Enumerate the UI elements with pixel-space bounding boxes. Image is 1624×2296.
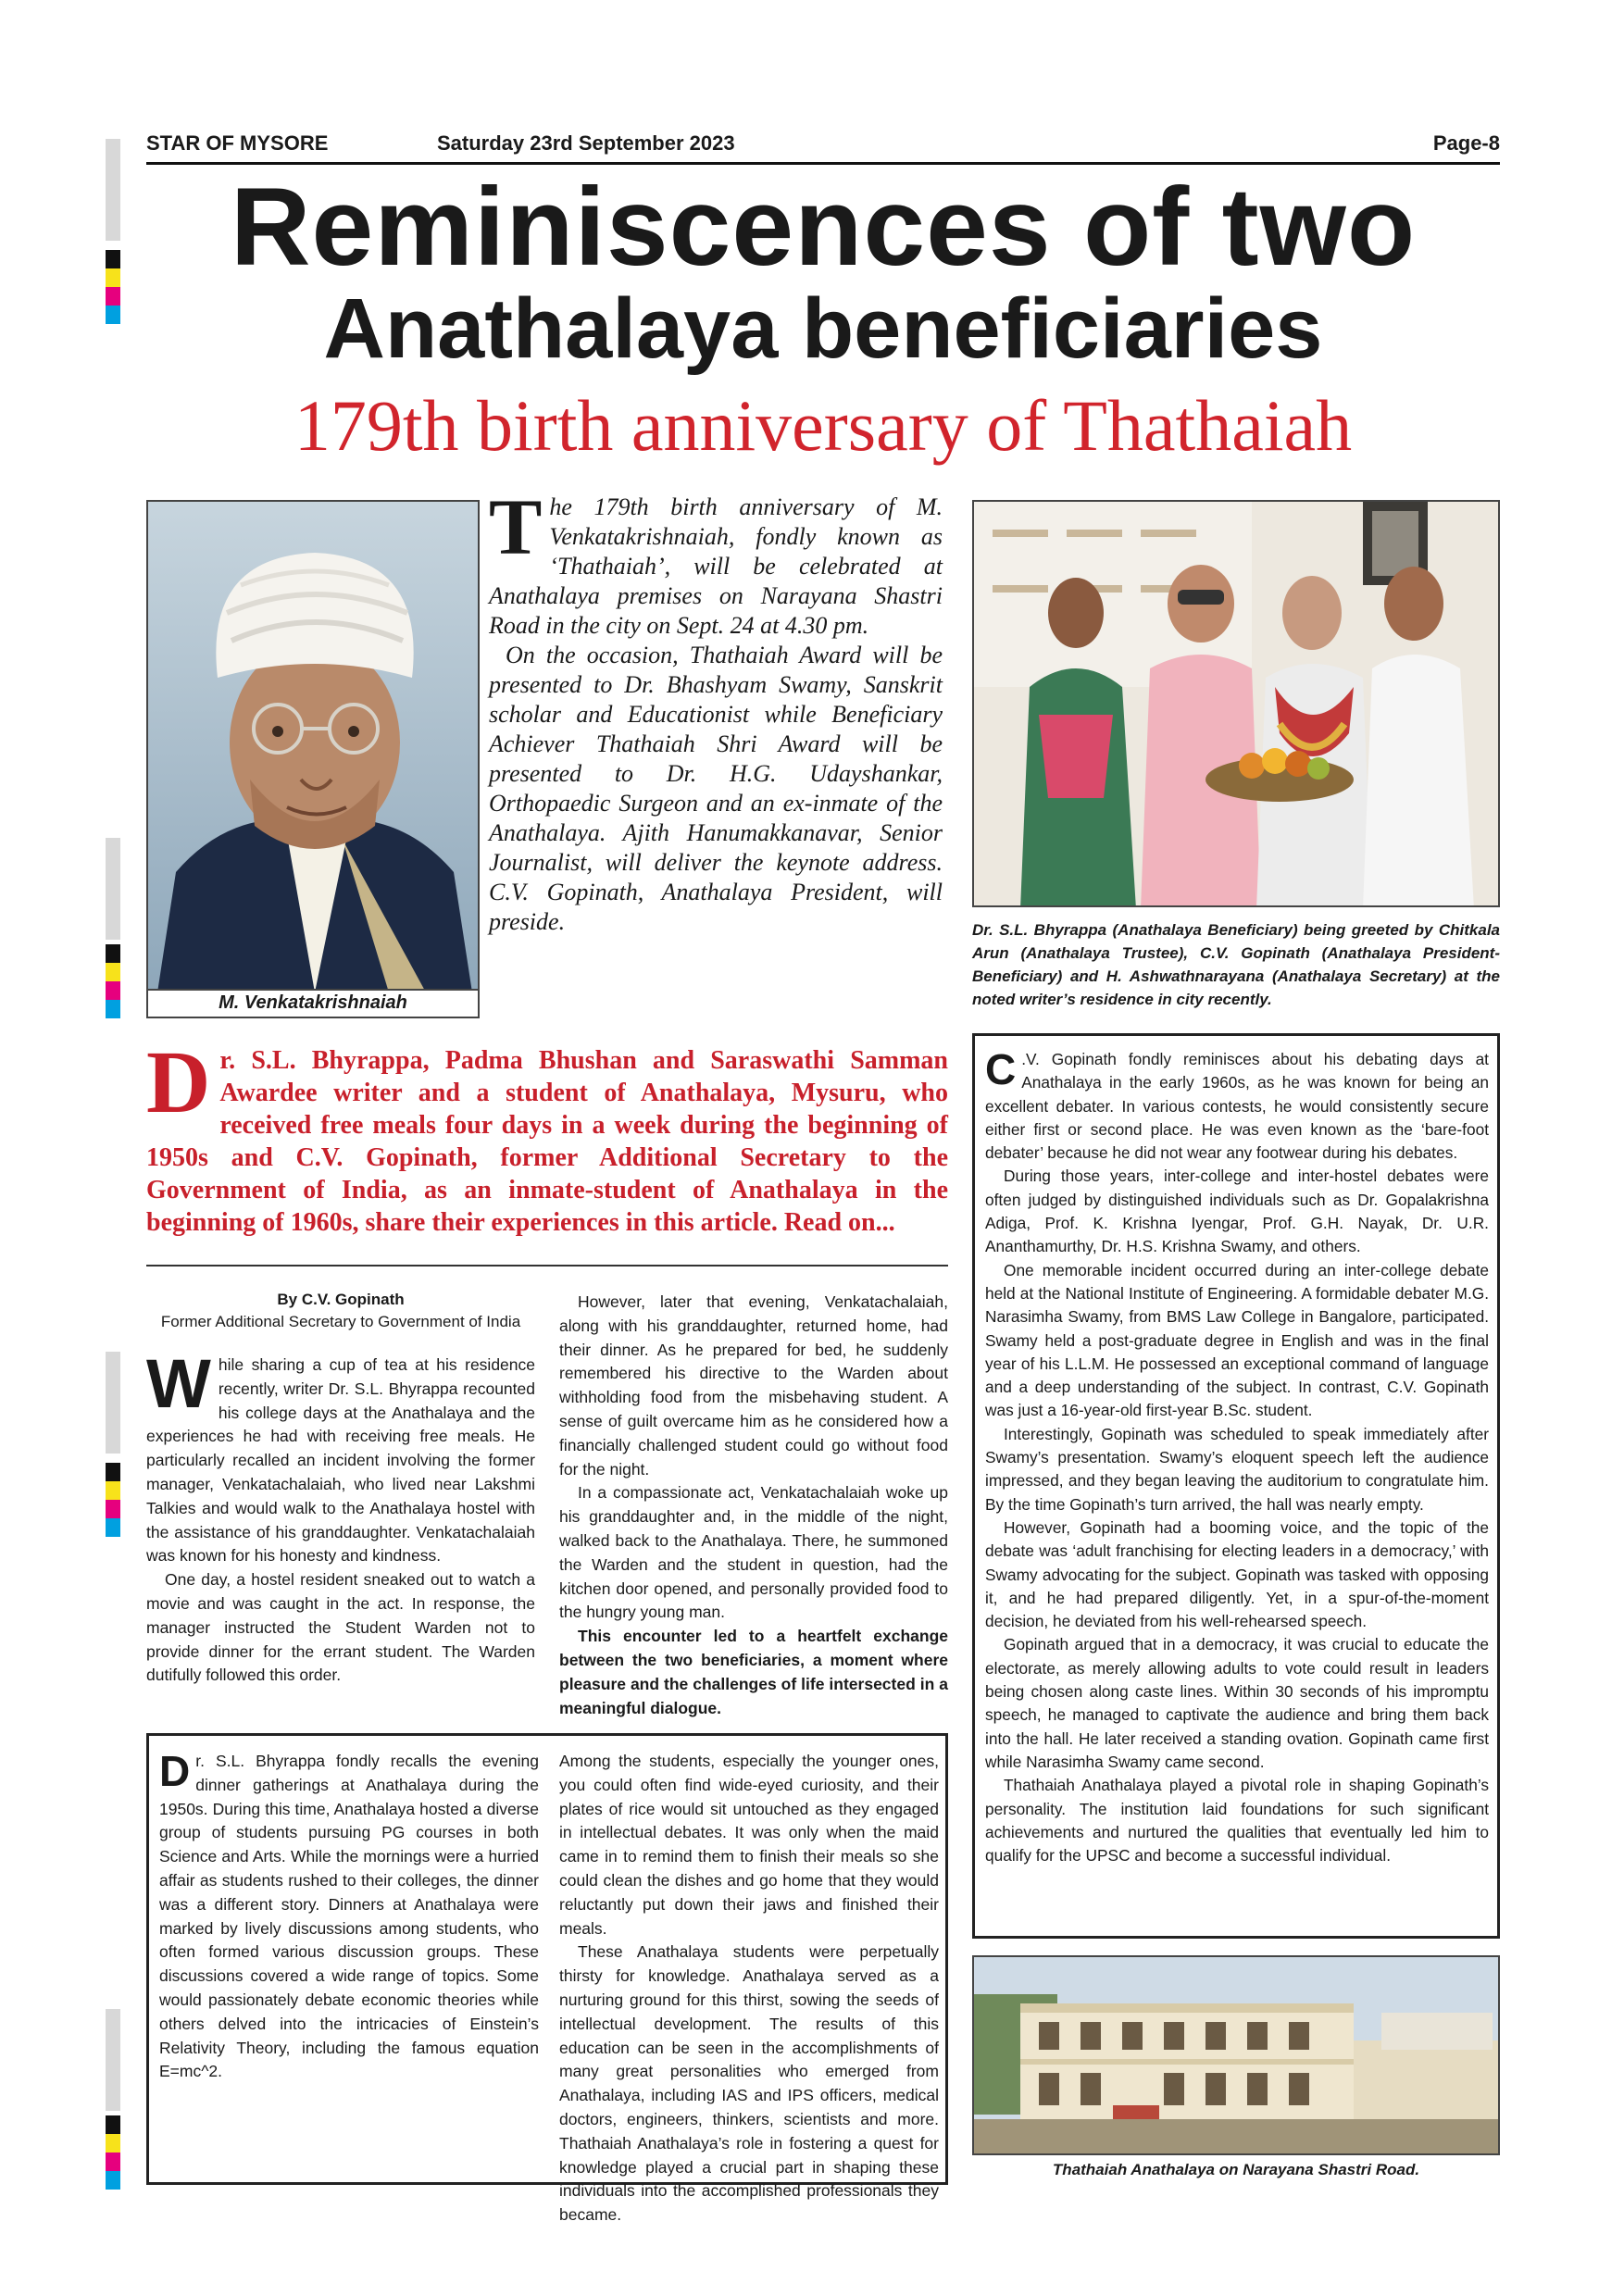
article-column-1 — [146, 1345, 535, 1688]
gopinath-paragraph-4: Interestingly, Gopinath was scheduled to speak immediately after Swamy’s presentation. Swamy’s eloquent speech left the audience impressed, and they began leaving the auditorium to congratulate him. By the time Gopinath’s turn arrived, the hall was nearly empty. — [985, 1424, 1489, 1514]
registration-bar — [106, 838, 120, 940]
registration-bar — [106, 2009, 120, 2111]
lead-dropcap: D — [146, 1032, 211, 1131]
color-mark-yellow — [106, 1481, 120, 1500]
gopinath-paragraph — [985, 1045, 1489, 1165]
gopinath-box-text — [985, 1045, 1489, 1867]
building-photo — [972, 1955, 1500, 2155]
color-mark-black — [106, 250, 120, 268]
gopinath-paragraph-3: One memorable incident occurred during an inter-college debate held at the National Institute of Engineering. A formidable debater M.G. Narasimha Swamy, from BMS Law College in Bangalore, participated. Swamy held a post-graduate degree in English and was in the final year of his L.L.M. He possessed an exceptional command of language and a deep understanding of the subject. In contrast, C.V. Gopinath was just a 16-year-old first-year B.Sc. student. — [985, 1260, 1489, 1420]
issue-date: Saturday 23rd September 2023 — [437, 131, 735, 155]
group-photo-caption: Dr. S.L. Bhyrappa (Anathalaya Beneficiary) being greeted by Chitkala Arun (Anathalaya Trustee), C.V. Gopinath (Anathalaya President-Beneficiary) and H. Ashwathnarayana (Anathalaya Secretary) at the noted writer’s residence in city recently. — [972, 921, 1500, 1008]
color-mark-black — [106, 1463, 120, 1481]
registration-bar — [106, 139, 120, 241]
subheadline: 179th birth anniversary of Thathaiah — [294, 385, 1353, 466]
color-mark-yellow — [106, 2134, 120, 2152]
gopinath-dropcap: C — [985, 1045, 1017, 1093]
byline-author: By C.V. Gopinath — [277, 1291, 405, 1308]
intro-dropcap: T — [489, 482, 543, 571]
article-paragraph-2: One day, a hostel resident sneaked out to watch a movie and was caught in the act. In response, the manager instructed the Student Warden not to provide dinner for the errant student. The Warden dutifully followed this order. — [146, 1570, 535, 1685]
article-column-2 — [559, 1291, 948, 1720]
color-mark-cyan — [106, 306, 120, 324]
bhyrappa-paragraph — [159, 1747, 539, 2084]
color-mark-yellow — [106, 963, 120, 981]
headline-line-1: Reminiscences of two — [230, 165, 1417, 289]
color-mark-magenta — [106, 981, 120, 1000]
article-paragraph-1: hile sharing a cup of tea at his residence recently, writer Dr. S.L. Bhyrappa recounted his college days at the Anathalaya and the experiences he had with receiving free meals. He particularly recalled an incident involving the former manager, Venkatachalaiah, who lived near Lakshmi Talkies and would walk to the Anathalaya hostel with the assistance of his granddaughter. Venkatachalaiah was known for his honesty and kindness. — [146, 1355, 535, 1566]
lead-paragraph — [146, 1032, 948, 1239]
headline-line-2: Anathalaya beneficiaries — [323, 281, 1323, 376]
color-mark-cyan — [106, 1518, 120, 1537]
intro-paragraph-2: On the occasion, Thathaiah Award will be presented to Dr. Bhashyam Swamy, Sanskrit scholar and Educationist while Beneficiary Achiever Thathaiah Shri Award will be presented to Dr. H.G. Udayshankar, Orthopaedic Surgeon and an ex-inmate of the Anathalaya. Ajith Hanumakkanavar, Senior Journalist, will deliver the keynote address. C.V. Gopinath, Anathalaya President, will preside. — [489, 642, 943, 935]
color-mark-yellow — [106, 268, 120, 287]
article-paragraph-4: In a compassionate act, Venkatachalaiah woke up his granddaughter and, in the middle of the night, walked back to the Anathalaya. There, he summoned the Warden and the student in question, had the kitchen door opened, and personally provided food to the hungry young man. — [559, 1483, 948, 1622]
bhyrappa-box-column-2 — [559, 1750, 939, 2227]
color-mark-black — [106, 944, 120, 963]
newspaper-name: STAR OF MYSORE — [146, 131, 329, 155]
gopinath-paragraph-1: .V. Gopinath fondly reminisces about his debating days at Anathalaya in the early 1960s, as he was known for being an excellent debater. In various contests, he would consistently secure either first or second place. He was even known as the ‘bare-foot debater’ because he did not wear any footwear during his debates. — [985, 1050, 1489, 1163]
color-mark-magenta — [106, 287, 120, 306]
lead-text: r. S.L. Bhyrappa, Padma Bhushan and Saraswathi Samman Awardee writer and a student of Anathalaya, Mysuru, who received free meals four days in a week during the beginning of 1950s and C.V. Gopinath, former Additional Secretary to the Government of India, as an inmate-student of Anathalaya in the beginning of 1960s, share their experiences in this article. Read on... — [146, 1046, 948, 1237]
bhyrappa-paragraph-2: Among the students, especially the younger ones, you could often find wide-eyed curiosity, and their plates of rice would sit untouched as they engaged in intellectual debates. It was only when the maid came in to remind them to finish their meals so she could clean the dishes and go home that they would reluctantly put down their jaws and finished their meals. — [559, 1752, 939, 1938]
gopinath-paragraph-7: Thathaiah Anathalaya played a pivotal role in shaping Gopinath’s personality. The institution laid foundations for such significant achievements and nurtured the qualities that eventually led him to qualify for the UPSC and become a successful individual. — [985, 1776, 1489, 1866]
article-paragraph-3: However, later that evening, Venkatachalaiah, along with his granddaughter, returned home, had their dinner. As he prepared for bed, he suddenly remembered his directive to the Warden about withholding food from the misbehaving student. A sense of guilt overcame him as he considered how a financially challenged student could go without food for the night. — [559, 1292, 948, 1479]
intro-paragraph — [489, 482, 943, 641]
page-number: Page-8 — [1432, 131, 1500, 155]
bhyrappa-paragraph-3: These Anathalaya students were perpetually thirsty for knowledge. Anathalaya served as a nurturing ground for this thirst, sowing the seeds of intellectual development. The results of this education can be seen in the accomplishments of many great personalities who emerged from Anathalaya, including IAS and IPS officers, medical doctors, engineers, thinkers, scientists and more. Thathaiah Anathalaya’s role in fostering a quest for knowledge played a crucial part in shaping these individuals into the accomplished professionals they became. — [559, 1942, 939, 2225]
article-dropcap: W — [146, 1345, 211, 1422]
bhyrappa-dropcap: D — [159, 1747, 191, 1795]
group-photo-illustration — [974, 502, 1500, 907]
building-illustration — [974, 1957, 1500, 2155]
article-paragraph — [146, 1345, 535, 1568]
byline — [146, 1289, 535, 1333]
portrait-image — [146, 500, 480, 991]
registration-bar — [106, 1352, 120, 1454]
gopinath-paragraph-6: Gopinath argued that in a democracy, it was crucial to educate the electorate, as merely allowing adults to vote could result in leaders being chosen along caste lines. Within 30 seconds of his impromptu speech, he managed to captivate the audience and bring them back into the hall. He later received a standing ovation. Gopinath came first while Narasimha Swamy came second. — [985, 1635, 1489, 1771]
bhyrappa-paragraph-1: r. S.L. Bhyrappa fondly recalls the evening dinner gatherings at Anathalaya during the 1950s. During this time, Anathalaya hosted a diverse group of students pursuing PG courses in both Science and Arts. While the mornings were a hurried affair as students rushed to their colleges, the dinner was a different story. Dinners at Anathalaya were marked by lively discussions among students, who often formed various discussion groups. These discussions covered a wide range of topics. Some would passionately debate economic theories while others delved into the intricacies of Einstein’s Relativity Theory, including the famous equation E=mc^2. — [159, 1752, 539, 2081]
article-paragraph-5: This encounter led to a heartfelt exchange between the two beneficiaries, a moment where pleasure and the challenges of life intersected in a meaningful dialogue. — [559, 1627, 948, 1717]
portrait-caption: M. Venkatakrishnaiah — [146, 989, 480, 1018]
group-photo — [972, 500, 1500, 907]
color-mark-black — [106, 2115, 120, 2134]
color-mark-magenta — [106, 2152, 120, 2171]
intro-paragraph-1: he 179th birth anniversary of M. Venkatakrishnaiah, fondly known as ‘Thathaiah’, will be celebrated at Anathalaya premises on Narayana Shastri Road in the city on Sept. 24 at 4.30 pm. — [489, 493, 943, 639]
lead-divider — [146, 1265, 948, 1267]
bhyrappa-box-column-1 — [159, 1747, 539, 2084]
building-photo-caption: Thathaiah Anathalaya on Narayana Shastri Road. — [1052, 2161, 1420, 2178]
byline-title: Former Additional Secretary to Government of India — [160, 1313, 521, 1330]
color-mark-cyan — [106, 1000, 120, 1018]
color-mark-cyan — [106, 2171, 120, 2190]
gopinath-paragraph-5: However, Gopinath had a booming voice, and the topic of the debate was ‘adult franchising for electing leaders in a democracy,’ with Swamy advocating for the subject. Gopinath was tasked with opposing it, and he had prepared diligently. Yet, in a spur-of-the-moment decision, he deviated from his well-rehearsed speech. — [985, 1517, 1489, 1631]
intro-text — [489, 482, 943, 937]
portrait-illustration — [148, 502, 480, 991]
gopinath-paragraph-2: During those years, inter-college and inter-hostel debates were often judged by distinguished individuals such as Dr. Gopalakrishna Adiga, Prof. K. Krishna Iyengar, Prof. G.H. Nayak, Dr. U.R. Ananthamurthy, Dr. H.S. Krishna Swamy, and others. — [985, 1167, 1489, 1256]
color-mark-magenta — [106, 1500, 120, 1518]
